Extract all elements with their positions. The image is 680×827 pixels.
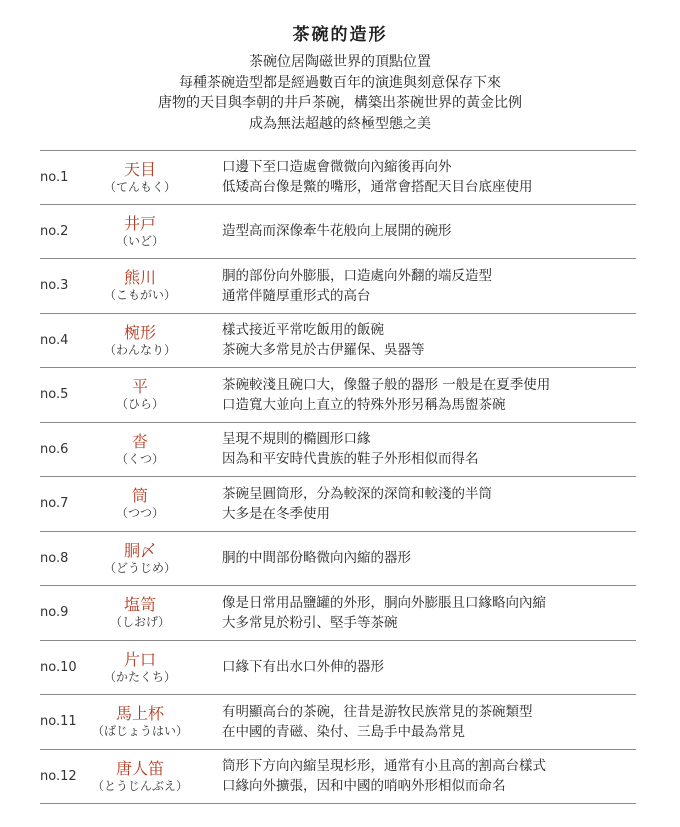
- description-line: 胴的部份向外膨脹，口造處向外翻的端反造型: [222, 267, 492, 284]
- page-title: 茶碗的造形: [292, 25, 388, 45]
- list-item: [40, 150, 636, 205]
- description-line: 口邊下至口造處會微微向內縮後再向外: [222, 159, 452, 176]
- item-reading: （つつ）: [115, 506, 164, 521]
- description-line: 因為和平安時代貴族的鞋子外形相似而得名: [222, 451, 479, 468]
- list-item: [40, 695, 636, 750]
- item-kanji: 片口: [123, 649, 156, 669]
- item-reading: （こもがい）: [103, 288, 176, 303]
- intro-line: 茶碗位居陶磁世界的頂點位置: [249, 54, 431, 70]
- item-name: [92, 477, 188, 531]
- description-line: 造型高而深像牽牛花般向上展開的碗形: [222, 223, 452, 240]
- intro-text: [0, 52, 680, 134]
- item-kanji: 沓: [131, 431, 148, 451]
- item-description: [222, 314, 636, 368]
- intro-line: 每種茶碗造型都是經過數百年的演進與刻意保存下來: [179, 74, 501, 91]
- description-line: 胴的中間部份略微向內縮的器形: [222, 550, 411, 567]
- item-reading: （しおげ）: [109, 615, 170, 630]
- item-name: [92, 368, 188, 422]
- item-number: no.1: [40, 169, 69, 185]
- item-number: no.12: [40, 768, 77, 784]
- intro-line: 唐物的天目與李朝的井戶茶碗，構築出茶碗世界的黃金比例: [158, 95, 522, 111]
- item-reading: （かたくち）: [103, 669, 176, 684]
- item-name: [92, 532, 188, 586]
- description-line: 通常伴隨厚重形式的高台: [222, 287, 371, 304]
- item-name: [92, 586, 188, 640]
- list-item: [40, 532, 636, 587]
- item-description: [222, 477, 636, 531]
- list-item: [40, 423, 636, 478]
- item-description: [222, 205, 636, 259]
- item-reading: （どうじめ）: [103, 560, 176, 575]
- item-number: no.10: [40, 659, 77, 675]
- item-number: no.8: [40, 550, 69, 566]
- item-number: no.9: [40, 605, 69, 621]
- item-kanji: 天目: [123, 159, 156, 179]
- item-description: [222, 641, 636, 695]
- item-description: [222, 532, 636, 586]
- item-number: no.4: [40, 332, 69, 348]
- list-item: [40, 641, 636, 696]
- description-line: 口緣下有出水口外伸的器形: [222, 659, 384, 676]
- item-description: [222, 259, 636, 313]
- item-description: [222, 750, 636, 804]
- item-number: no.6: [40, 441, 69, 457]
- item-reading: （わんなり）: [103, 342, 176, 357]
- item-reading: （くつ）: [115, 451, 164, 466]
- item-name: [92, 750, 188, 804]
- intro-line: 成為無法超越的終極型態之美: [249, 115, 431, 132]
- item-description: [222, 368, 636, 422]
- item-description: [222, 151, 636, 204]
- list-item: [40, 477, 636, 532]
- item-name: [92, 314, 188, 368]
- item-reading: （ばじょうはい）: [92, 724, 189, 739]
- item-kanji: 塩笥: [123, 595, 156, 615]
- description-line: 茶碗較淺且碗口大，像盤子般的器形 一般是在夏季使用: [222, 376, 551, 393]
- item-number: no.3: [40, 278, 69, 294]
- bowl-shape-list: [40, 150, 636, 804]
- item-kanji: 唐人笛: [115, 758, 164, 778]
- item-name: [92, 205, 188, 259]
- item-number: no.11: [40, 714, 77, 730]
- description-line: 茶碗大多常見於古伊羅保、吳器等: [222, 342, 425, 359]
- list-item: [40, 750, 636, 805]
- description-line: 茶碗呈圓筒形，分為較深的深筒和較淺的半筒: [222, 485, 492, 502]
- item-reading: （てんもく）: [103, 179, 176, 194]
- item-description: [222, 695, 636, 749]
- item-kanji: 筒: [131, 486, 148, 506]
- description-line: 樣式接近平常吃飯用的飯碗: [222, 322, 384, 339]
- description-line: 大多是在冬季使用: [222, 505, 330, 522]
- item-reading: （とうじんぶえ）: [92, 778, 189, 793]
- description-line: 低矮高台像是鱉的嘴形，通常會搭配天目台底座使用: [222, 179, 533, 196]
- list-item: [40, 586, 636, 641]
- item-kanji: 熊川: [123, 268, 156, 288]
- item-kanji: 井戸: [123, 213, 156, 233]
- item-name: [92, 259, 188, 313]
- item-reading: （いど）: [115, 233, 164, 248]
- list-item: [40, 259, 636, 314]
- item-name: [92, 641, 188, 695]
- description-line: 在中國的青磁、染付、三島手中最為常見: [222, 723, 465, 740]
- description-line: 口緣向外擴張，因和中國的哨吶外形相似而命名: [222, 778, 506, 795]
- item-name: [92, 423, 188, 477]
- item-kanji: 胴〆: [123, 540, 156, 560]
- item-number: no.5: [40, 387, 69, 403]
- item-reading: （ひら）: [115, 397, 164, 412]
- description-line: 呈現不規則的橢圓形口緣: [222, 431, 371, 448]
- item-description: [222, 586, 636, 640]
- description-line: 有明顯高台的茶碗，往昔是游牧民族常見的茶碗類型: [222, 703, 533, 720]
- item-description: [222, 423, 636, 477]
- item-name: [92, 151, 188, 204]
- item-kanji: 馬上杯: [115, 704, 164, 724]
- list-item: [40, 205, 636, 260]
- description-line: 筒形下方向內縮呈現杉形，通常有小且高的割高台樣式: [222, 758, 546, 775]
- item-number: no.7: [40, 496, 69, 512]
- item-number: no.2: [40, 223, 69, 239]
- description-line: 大多常見於粉引、堅手等茶碗: [222, 614, 398, 631]
- item-kanji: 平: [131, 377, 148, 397]
- item-name: [92, 695, 188, 749]
- list-item: [40, 314, 636, 369]
- description-line: 口造寬大並向上直立的特殊外形另稱為馬盥茶碗: [222, 396, 506, 413]
- description-line: 像是日常用品鹽罐的外形，胴向外膨脹且口緣略向內縮: [222, 594, 546, 611]
- list-item: [40, 368, 636, 423]
- item-kanji: 椀形: [123, 322, 156, 342]
